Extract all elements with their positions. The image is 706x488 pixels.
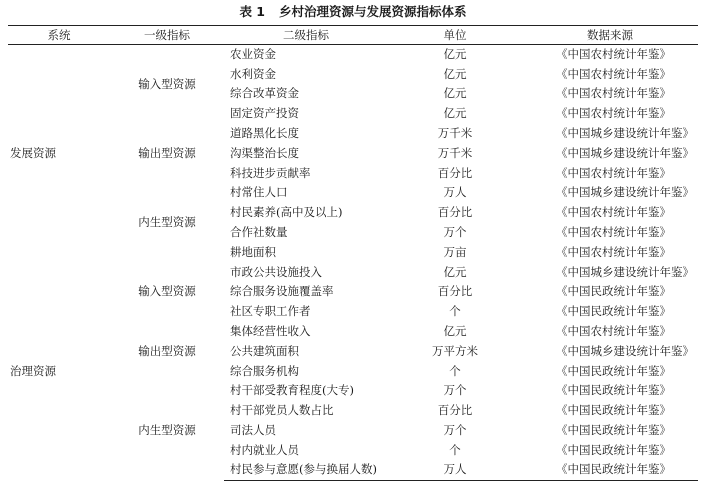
unit-cell: 亿元	[443, 47, 467, 62]
indicator-cell: 市政公共设施投入	[230, 264, 322, 279]
source-cell: 《中国农村统计年鉴》	[556, 47, 671, 62]
unit-cell: 亿元	[443, 106, 467, 121]
indicator-table	[8, 25, 698, 481]
indicator-cell: 农业资金	[230, 47, 276, 62]
source-cell: 《中国农村统计年鉴》	[556, 205, 671, 220]
unit-cell: 万平方米	[432, 343, 478, 358]
level1-cell: 输入型资源	[138, 76, 196, 91]
table-body	[8, 45, 698, 481]
unit-cell: 百分比	[437, 165, 473, 180]
source-cell: 《中国农村统计年鉴》	[556, 324, 671, 339]
unit-cell: 万个	[443, 423, 467, 438]
level1-cell: 输出型资源	[138, 343, 196, 358]
unit-cell: 万千米	[437, 145, 473, 160]
indicator-cell: 村常住人口	[230, 185, 288, 200]
source-cell: 《中国城乡建设统计年鉴》	[556, 185, 694, 200]
system-cell: 发展资源	[10, 146, 56, 161]
indicator-cell: 村民参与意愿(参与换届人数)	[224, 460, 388, 480]
unit-cell: 万千米	[437, 126, 473, 141]
indicator-cell: 综合改革资金	[230, 86, 299, 101]
header-unit: 单位	[388, 26, 522, 45]
unit-cell: 万个	[443, 225, 467, 240]
header-level2: 二级指标	[224, 26, 388, 45]
unit-cell: 万人	[388, 460, 522, 480]
table-row	[8, 381, 698, 401]
indicator-cell: 村干部受教育程度(大专)	[230, 383, 354, 398]
source-cell: 《中国民政统计年鉴》	[556, 403, 671, 418]
unit-cell: 亿元	[443, 264, 467, 279]
source-cell: 《中国民政统计年鉴》	[556, 383, 671, 398]
source-cell: 《中国民政统计年鉴》	[556, 363, 671, 378]
unit-cell: 万人	[443, 185, 467, 200]
level1-cell: 输出型资源	[138, 145, 196, 160]
indicator-cell: 集体经营性收入	[230, 324, 311, 339]
source-cell: 《中国农村统计年鉴》	[556, 66, 671, 81]
source-cell: 《中国农村统计年鉴》	[556, 244, 671, 259]
level1-cell: 内生型资源	[138, 423, 196, 438]
system-cell: 治理资源	[10, 363, 56, 378]
table-caption	[0, 3, 706, 21]
indicator-cell: 水利资金	[230, 66, 276, 81]
indicator-cell: 公共建筑面积	[230, 343, 299, 358]
indicator-cell: 道路黑化长度	[230, 126, 299, 141]
table-row	[8, 45, 698, 65]
header-level1: 一级指标	[110, 26, 224, 45]
indicator-cell: 社区专职工作者	[230, 304, 311, 319]
indicator-cell: 合作社数量	[230, 225, 288, 240]
source-cell: 《中国民政统计年鉴》	[522, 460, 698, 480]
unit-cell: 个	[449, 304, 461, 319]
unit-cell: 亿元	[443, 86, 467, 101]
indicator-cell: 沟渠整治长度	[230, 145, 299, 160]
source-cell: 《中国农村统计年鉴》	[556, 225, 671, 240]
table-number: 表 1	[239, 4, 266, 19]
source-cell: 《中国城乡建设统计年鉴》	[556, 145, 694, 160]
source-cell: 《中国农村统计年鉴》	[556, 165, 671, 180]
source-cell: 《中国城乡建设统计年鉴》	[556, 126, 694, 141]
table-row	[8, 124, 698, 144]
indicator-cell: 村内就业人员	[230, 442, 299, 457]
source-cell: 《中国民政统计年鉴》	[556, 423, 671, 438]
source-cell: 《中国城乡建设统计年鉴》	[556, 264, 694, 279]
unit-cell: 个	[449, 363, 461, 378]
unit-cell: 亿元	[443, 324, 467, 339]
table-row	[8, 183, 698, 203]
source-cell: 《中国农村统计年鉴》	[556, 86, 671, 101]
unit-cell: 万个	[443, 383, 467, 398]
header-row	[8, 26, 698, 45]
level1-cell: 内生型资源	[138, 215, 196, 230]
indicator-cell: 司法人员	[230, 423, 276, 438]
level1-cell: 输入型资源	[138, 284, 196, 299]
unit-cell: 百分比	[437, 284, 473, 299]
indicator-cell: 村干部党员人数占比	[230, 403, 334, 418]
unit-cell: 百分比	[437, 205, 473, 220]
header-source: 数据来源	[522, 26, 698, 45]
table-row	[8, 322, 698, 342]
source-cell: 《中国城乡建设统计年鉴》	[556, 343, 694, 358]
header-system: 系统	[8, 26, 110, 45]
unit-cell: 亿元	[443, 66, 467, 81]
indicator-cell: 综合服务机构	[230, 363, 299, 378]
table-row	[8, 262, 698, 282]
indicator-cell: 耕地面积	[230, 244, 276, 259]
unit-cell: 个	[449, 442, 461, 457]
source-cell: 《中国民政统计年鉴》	[556, 284, 671, 299]
unit-cell: 百分比	[437, 403, 473, 418]
indicator-cell: 村民素养(高中及以上)	[230, 205, 343, 220]
indicator-cell: 综合服务设施覆盖率	[230, 284, 334, 299]
indicator-cell: 固定资产投资	[230, 106, 299, 121]
source-cell: 《中国民政统计年鉴》	[556, 304, 671, 319]
source-cell: 《中国农村统计年鉴》	[556, 106, 671, 121]
source-cell: 《中国民政统计年鉴》	[556, 442, 671, 457]
unit-cell: 万亩	[443, 244, 467, 259]
indicator-cell: 科技进步贡献率	[230, 165, 311, 180]
table-title: 乡村治理资源与发展资源指标体系	[279, 4, 467, 19]
